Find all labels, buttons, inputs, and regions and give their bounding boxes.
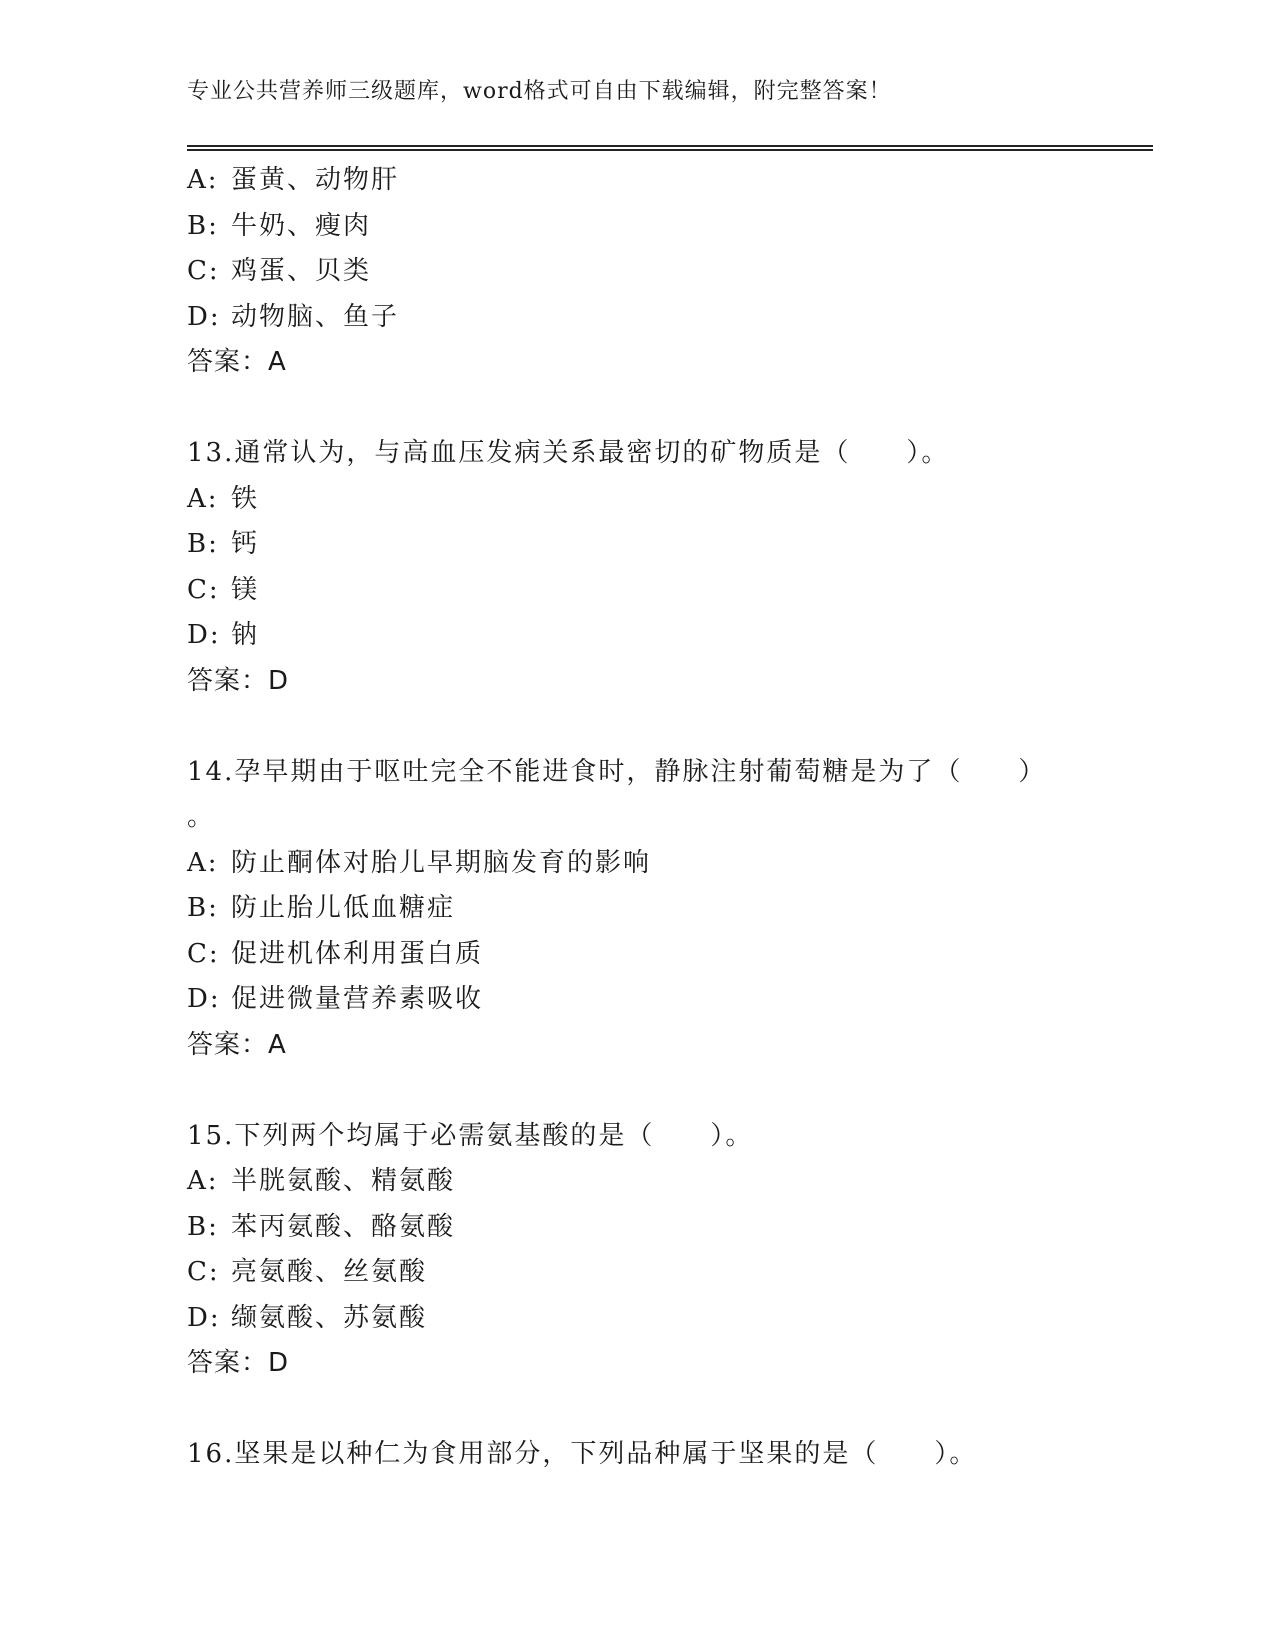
- question-block: [187, 1432, 1087, 1478]
- option-d: D: 缬氨酸、苏氨酸: [187, 1302, 428, 1333]
- header-divider: [187, 145, 1153, 151]
- question-text: 14.孕早期由于呕吐完全不能进食时，静脉注射葡萄糖是为了（ ）: [187, 756, 1047, 787]
- page-header: 专业公共营养师三级题库，word格式可自由下载编辑，附完整答案！: [187, 79, 892, 104]
- option-b: B: 牛奶、瘦肉: [187, 210, 372, 241]
- option-d: D: 钠: [187, 620, 260, 650]
- option-d: D: 动物脑、鱼子: [187, 301, 400, 332]
- question-text: 16.坚果是以种仁为食用部分，下列品种属于坚果的是（ ）。: [187, 1439, 978, 1469]
- answer-line: 答案：D: [187, 1348, 290, 1378]
- option-d: D: 促进微量营养素吸收: [187, 984, 484, 1014]
- option-a: A: 铁: [187, 483, 260, 514]
- option-c: C: 镁: [187, 574, 260, 605]
- question-block: [187, 750, 1087, 1069]
- question-list: [187, 158, 1087, 1478]
- option-c: C: 促进机体利用蛋白质: [187, 938, 484, 969]
- answer-line: 答案：A: [187, 347, 287, 377]
- option-c: C: 鸡蛋、贝类: [187, 256, 372, 286]
- answer-line: 答案：D: [187, 665, 290, 696]
- question-text: 13.通常认为，与高血压发病关系最密切的矿物质是（ ）。: [187, 438, 950, 468]
- question-text: 15.下列两个均属于必需氨基酸的是（ ）。: [187, 1120, 754, 1151]
- option-b: B: 防止胎儿低血糖症: [187, 893, 456, 923]
- question-block: [187, 1114, 1087, 1387]
- answer-line: 答案：A: [187, 1029, 287, 1060]
- option-a: A: 防止酮体对胎儿早期脑发育的影响: [187, 847, 652, 878]
- option-c: C: 亮氨酸、丝氨酸: [187, 1257, 428, 1287]
- option-a: A: 半胱氨酸、精氨酸: [187, 1166, 456, 1196]
- option-a: A: 蛋黄、动物肝: [187, 165, 400, 195]
- question-block: [187, 158, 1087, 386]
- option-b: B: 苯丙氨酸、酪氨酸: [187, 1211, 456, 1242]
- question-block: [187, 431, 1087, 704]
- question-text-continued: 。: [187, 802, 216, 832]
- option-b: B: 钙: [187, 529, 260, 559]
